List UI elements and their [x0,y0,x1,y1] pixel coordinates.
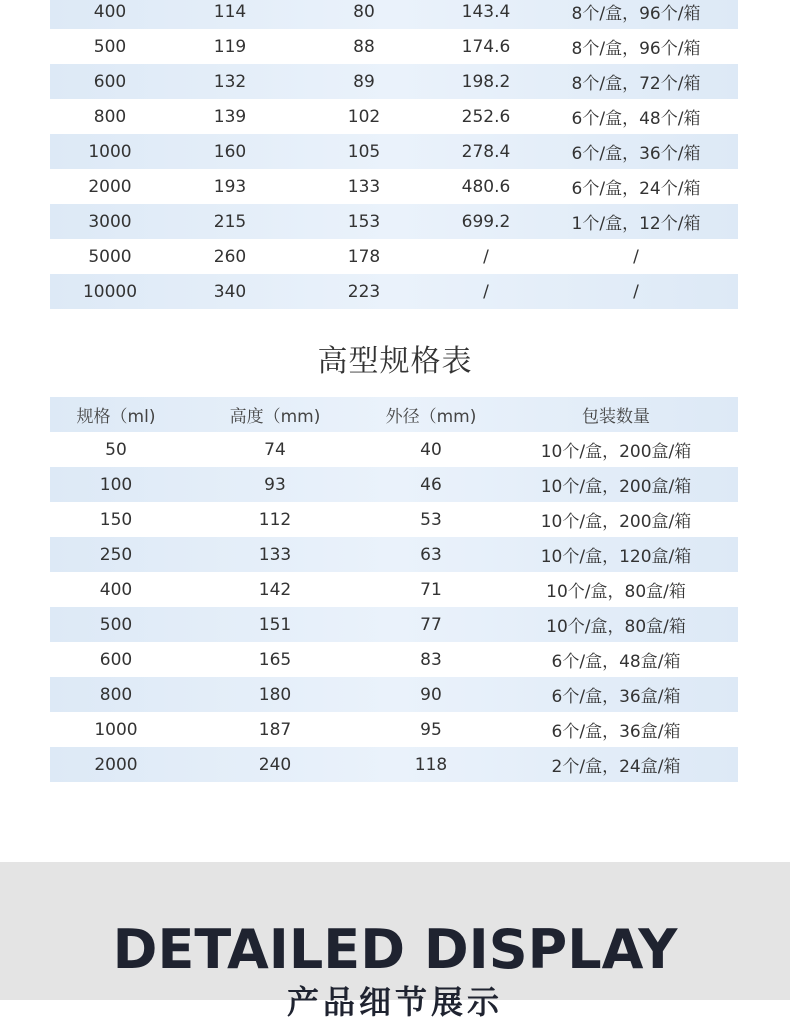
height-cell: 114 [213,1,247,22]
table-row [50,537,738,572]
diameter-cell: 223 [347,281,381,302]
standard-spec-table [50,0,738,309]
diameter-cell: 90 [420,684,442,705]
tall-spec-title: 高型规格表 [317,344,473,379]
diameter-cell: 63 [420,544,442,565]
height-cell: 193 [213,176,247,197]
capacity-cell: 500 [93,36,127,57]
height-cell: 119 [213,36,247,57]
height-cell: 151 [258,614,292,635]
capacity-cell: 600 [99,649,133,670]
packing-cell: 6个/盒，48盒/箱 [551,652,681,672]
height-cell: 180 [258,684,292,705]
packing-cell: 10个/盒，200盒/箱 [540,442,692,462]
height-cell: 132 [213,71,247,92]
weight-cell: 278.4 [461,141,511,162]
table-row [50,169,738,204]
diameter-cell: 77 [420,614,442,635]
height-cell: 93 [264,474,286,495]
diameter-cell: 153 [347,211,381,232]
height-cell: 340 [213,281,247,302]
capacity-cell: 2000 [88,176,132,197]
detail-display-heading: DETAILED DISPLAY [112,918,678,981]
diameter-cell: 118 [414,754,448,775]
table-header-row [50,397,738,432]
diameter-cell: 89 [353,71,375,92]
packing-cell: 8个/盒，96个/箱 [571,39,701,59]
table-row [50,239,738,274]
height-cell: 215 [213,211,247,232]
header-capacity: 规格（ml) [76,407,156,427]
table-row [50,432,738,467]
weight-cell: / [483,281,489,302]
table-row [50,204,738,239]
diameter-cell: 178 [347,246,381,267]
weight-cell: 143.4 [461,1,511,22]
diameter-cell: 102 [347,106,381,127]
height-cell: 74 [264,439,286,460]
capacity-cell: 500 [99,614,133,635]
diameter-cell: 95 [420,719,442,740]
capacity-cell: 1000 [94,719,138,740]
table-row [50,712,738,747]
weight-cell: 480.6 [461,176,511,197]
packing-cell: 10个/盒，200盒/箱 [540,477,692,497]
table-row [50,572,738,607]
capacity-cell: 250 [99,544,133,565]
header-diameter: 外径（mm) [385,407,477,427]
height-cell: 165 [258,649,292,670]
table-row [50,274,738,309]
header-height: 高度（mm) [229,407,321,427]
capacity-cell: 400 [93,1,127,22]
height-cell: 260 [213,246,247,267]
packing-cell: 10个/盒，200盒/箱 [540,512,692,532]
header-packing: 包装数量 [582,407,650,427]
capacity-cell: 400 [99,579,133,600]
packing-cell: 6个/盒，36盒/箱 [551,722,681,742]
packing-cell: 6个/盒，36个/箱 [571,144,701,164]
table-row [50,642,738,677]
packing-cell: 8个/盒，96个/箱 [571,4,701,24]
packing-cell: 10个/盒，120盒/箱 [540,547,692,567]
table-row [50,99,738,134]
height-cell: 240 [258,754,292,775]
weight-cell: / [483,246,489,267]
table-row [50,467,738,502]
diameter-cell: 133 [347,176,381,197]
capacity-cell: 800 [93,106,127,127]
packing-cell: 1个/盒，12个/箱 [571,214,701,234]
packing-cell: 10个/盒，80盒/箱 [546,617,686,637]
table-row [50,134,738,169]
detail-display-banner [0,862,790,1021]
packing-cell: 10个/盒，80盒/箱 [546,582,686,602]
packing-cell: 2个/盒，24盒/箱 [551,757,681,777]
weight-cell: 198.2 [461,71,511,92]
weight-cell: 699.2 [461,211,511,232]
capacity-cell: 800 [99,684,133,705]
table-row [50,747,738,782]
capacity-cell: 1000 [88,141,132,162]
diameter-cell: 88 [353,36,375,57]
packing-cell: 8个/盒，72个/箱 [571,74,701,94]
capacity-cell: 5000 [88,246,132,267]
capacity-cell: 150 [99,509,133,530]
table-row [50,29,738,64]
diameter-cell: 80 [353,1,375,22]
packing-cell: / [633,281,639,302]
capacity-cell: 10000 [82,281,138,302]
capacity-cell: 2000 [94,754,138,775]
tall-spec-table [50,397,738,782]
diameter-cell: 53 [420,509,442,530]
capacity-cell: 100 [99,474,133,495]
height-cell: 187 [258,719,292,740]
diameter-cell: 105 [347,141,381,162]
diameter-cell: 71 [420,579,442,600]
capacity-cell: 600 [93,71,127,92]
capacity-cell: 3000 [88,211,132,232]
height-cell: 142 [258,579,292,600]
table-row [50,607,738,642]
height-cell: 160 [213,141,247,162]
table-row [50,64,738,99]
packing-cell: 6个/盒，36盒/箱 [551,687,681,707]
capacity-cell: 50 [105,439,127,460]
table-row [50,677,738,712]
detail-display-subheading: 产品细节展示 [286,983,503,1021]
packing-cell: 6个/盒，24个/箱 [571,179,701,199]
diameter-cell: 40 [420,439,442,460]
table-row [50,0,738,29]
packing-cell: 6个/盒，48个/箱 [571,109,701,129]
height-cell: 133 [258,544,292,565]
table-row [50,502,738,537]
weight-cell: 174.6 [461,36,511,57]
diameter-cell: 46 [420,474,442,495]
packing-cell: / [633,246,639,267]
diameter-cell: 83 [420,649,442,670]
height-cell: 112 [258,509,292,530]
weight-cell: 252.6 [461,106,511,127]
height-cell: 139 [213,106,247,127]
